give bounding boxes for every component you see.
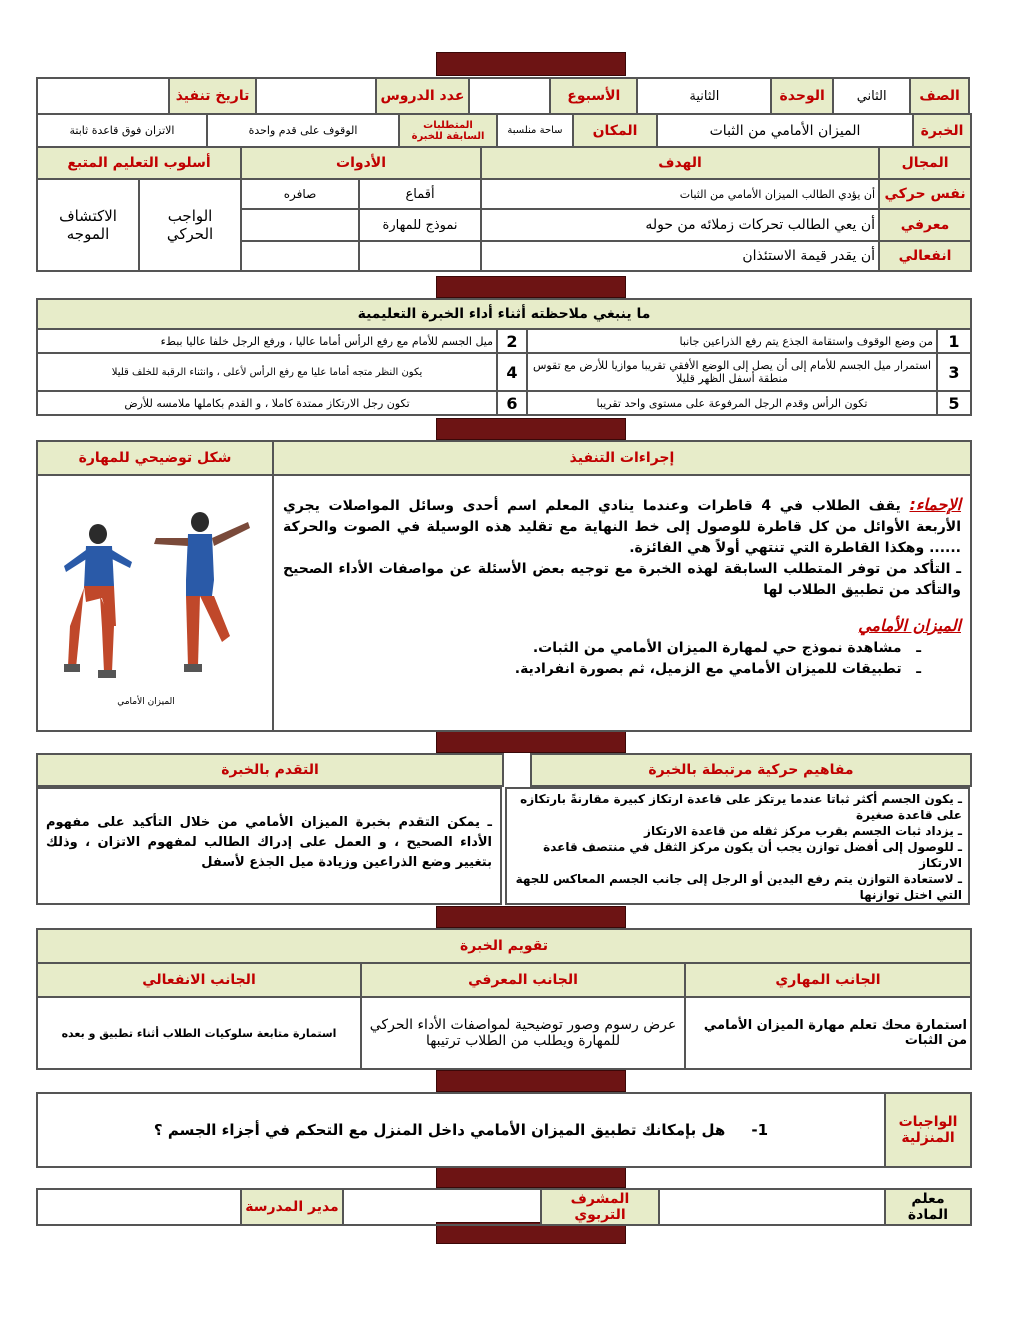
homework-label: الواجبات المنزلية — [885, 1093, 971, 1167]
figure-front-icon — [154, 512, 250, 672]
week-label: الأسبوع — [550, 78, 637, 114]
experience-table — [36, 113, 972, 148]
prereq-1: الوقوف على قدم واحدة — [207, 114, 399, 147]
unit-label: الوحدة — [771, 78, 833, 114]
obs-num: 4 — [497, 353, 527, 391]
skill-item: تطبيقات للميزان الأمامي مع الزميل، ثم بصورة انفرادية. — [514, 661, 902, 677]
grade-label: الصف — [910, 78, 969, 114]
obs-text: ميل الجسم للأمام مع رفع الرأس أماما عاليا ، ورفع الرجل خلفا عاليا ببطء — [37, 329, 497, 353]
domain-header: المجال — [879, 147, 971, 179]
eval-skill-text: استمارة محك تعلم مهارة الميزان الأمامي من الثبات — [685, 997, 971, 1069]
eval-affective-text: استمارة متابعة سلوكيات الطلاب أثناء تطبيق و بعده — [37, 997, 361, 1069]
eval-affective-label: الجانب الانفعالي — [37, 963, 361, 997]
prereq-label: المتطلبات السابقة للخبرة — [399, 114, 497, 147]
domain-psychomotor: نفس حركي — [879, 179, 971, 209]
warmup-text: يقف الطلاب في 4 قاطرات وعندما ينادي المعلم اسم أحدى وسائل المواصلات يجري الأربعة الأوائل من كل قاطرة للوصول إلى خط النهاية مع تقليد هذه الوسيلة في الصوت والحركة ...... وهكذا القاطرة التي تنتهي أولاً هي الفائزة. — [283, 498, 961, 556]
goal-cognitive: أن يعي الطالب تحركات زملائه من حوله — [481, 209, 879, 241]
tool-2-affective — [241, 241, 359, 271]
lessons-value[interactable] — [256, 78, 376, 114]
teacher-signature[interactable] — [659, 1189, 885, 1225]
tool-1-cognitive: نموذج للمهارة — [359, 209, 481, 241]
goal-psychomotor: أن يؤدي الطالب الميزان الأمامي من الثبات — [481, 179, 879, 209]
experience-label: الخبرة — [913, 114, 971, 147]
concepts-progress-table — [36, 753, 972, 787]
balance-figure-illustration — [40, 476, 268, 716]
eval-cognitive-label: الجانب المعرفي — [361, 963, 685, 997]
procedures-body: الإحماء: يقف الطلاب في 4 قاطرات وعندما ينادي المعلم اسم أحدى وسائل المواصلات يجري الأربعة الأوائل من كل قاطرة للوصول إلى خط النهاية مع تقليد هذه الوسيلة في الصوت والحركة ...... وهكذا القاطرة التي تنتهي أولاً هي الفائزة. ـ التأكد من توفر المتطلب السابقة لهذه الخبرة مع توجيه بعض الأسئلة عن مواصفات الأداء الصحيح والتأكد من تطبيق الطلاب لها الميزان الأمامي ـ مشاهدة نموذج حي لمهارة الميزان الأمامي من الثبات. ـ تطبيقات للميزان الأمامي مع الزميل، ثم بصورة انفرادية. — [273, 475, 971, 731]
evaluation-title: تقويم الخبرة — [37, 929, 971, 963]
progress-box — [36, 787, 502, 905]
unit-value: الثانية — [637, 78, 771, 114]
figure-caption: الميزان الأمامي — [117, 697, 175, 707]
procedures-title: إجراءات التنفيذ — [273, 441, 971, 475]
teacher-label: معلم المادة — [885, 1189, 971, 1225]
supervisor-label: المشرف التربوي — [541, 1189, 659, 1225]
tools-header: الأدوات — [241, 147, 481, 179]
grade-value: الثاني — [833, 78, 910, 114]
obs-text: تكون رجل الارتكاز ممتدة كاملا ، و القدم بكاملها ملامسه للأرض — [37, 391, 497, 415]
obs-text: استمرار ميل الجسم للأمام إلى أن يصل إلى الوضع الأفقي تقريبا موازيا للأرض مع تقوس منطقة أسفل الظهر قليلا — [527, 353, 937, 391]
concept-item: ـ يزداد ثبات الجسم بقرب مركز ثقله من قاعدة الارتكاز — [644, 824, 962, 838]
homework-cell — [37, 1093, 885, 1167]
tool-1-psychomotor: أقماع — [359, 179, 481, 209]
signatures-table — [36, 1188, 972, 1226]
progress-title: التقدم بالخبرة — [37, 754, 503, 786]
connector-bar — [436, 52, 626, 76]
homework-text: هل بإمكانك تطبيق الميزان الأمامي داخل المنزل مع التحكم في أجزاء الجسم ؟ — [153, 1121, 726, 1139]
obs-num: 6 — [497, 391, 527, 415]
illustration-title: شكل توضيحي للمهارة — [37, 441, 273, 475]
exec-date-label: تاريخ تنفيذ — [169, 78, 256, 114]
figure-side-icon — [64, 524, 132, 678]
observations-title: ما ينبغي ملاحظته أثناء أداء الخبرة التعليمية — [37, 299, 971, 329]
connector-bar — [436, 418, 626, 440]
tool-2-psychomotor: صافره — [241, 179, 359, 209]
method-1: الواجب الحركي — [139, 179, 241, 271]
header-table — [36, 77, 970, 115]
objectives-table — [36, 146, 972, 272]
connector-bar — [436, 731, 626, 753]
obs-text: من وضع الوقوف واستقامة الجذع يتم رفع الذراعين جانبا — [527, 329, 937, 353]
obs-num: 5 — [937, 391, 971, 415]
place-value: ساحة منلسبة — [497, 114, 573, 147]
goal-header: الهدف — [481, 147, 879, 179]
connector-bar — [436, 1070, 626, 1092]
concept-item: ـ يكون الجسم أكثر ثباتا عندما يرتكز على قاعدة ارتكاز كبيرة مقارنةً بارتكازه على قاعدة صغيرة — [520, 792, 962, 822]
exec-date-value[interactable] — [37, 78, 169, 114]
obs-num: 1 — [937, 329, 971, 353]
tool-2-cognitive — [241, 209, 359, 241]
eval-cognitive-text: عرض رسوم وصور توضيحية لمواصفات الأداء الحركي للمهارة ويطلب من الطلاب ترتيبها — [361, 997, 685, 1069]
supervisor-signature[interactable] — [343, 1189, 541, 1225]
principal-label: مدير المدرسة — [241, 1189, 343, 1225]
prereq-2: الاتزان فوق قاعدة ثابتة — [37, 114, 207, 147]
prereq-check: ـ التأكد من توفر المتطلب السابقة لهذه الخبرة مع توجيه بعض الأسئلة عن مواصفات الأداء الصحيح والتأكد من تطبيق الطلاب لها — [283, 561, 961, 598]
obs-num: 2 — [497, 329, 527, 353]
method-2: الاكتشاف الموجه — [37, 179, 139, 271]
eval-skill-label: الجانب المهاري — [685, 963, 971, 997]
skill-label: الميزان الأمامي — [858, 616, 961, 635]
place-label: المكان — [573, 114, 657, 147]
observations-table — [36, 298, 972, 416]
connector-bar — [436, 906, 626, 928]
procedures-table — [36, 440, 972, 732]
week-value[interactable] — [469, 78, 550, 114]
concepts-title: مفاهيم حركية مرتبطة بالخبرة — [531, 754, 971, 786]
obs-num: 3 — [937, 353, 971, 391]
progress-text: ـ يمكن التقدم بخبرة الميزان الأمامي من خلال التأكيد على مفهوم الأداء الصحيح ، و العمل على إدراك الطالب لمفهوم الاتزان ، وذلك بتغيير وضع الذراعين وزيادة ميل الجذع لأسفل — [46, 815, 492, 870]
skill-item: مشاهدة نموذج حي لمهارة الميزان الأمامي من الثبات. — [532, 640, 902, 656]
method-header: أسلوب التعليم المتبع — [37, 147, 241, 179]
homework-table — [36, 1092, 972, 1168]
domain-cognitive: معرفي — [879, 209, 971, 241]
concept-item: ـ للوصول إلى أفضل توازن يجب أن يكون مركز الثقل في منتصف قاعدة الارتكاز — [543, 840, 962, 870]
domain-affective: انفعالي — [879, 241, 971, 271]
concept-item: ـ لاستعادة التوازن يتم رفع اليدين أو الرجل إلى جانب الجسم المعاكس للجهة التي اختل توازنها — [515, 872, 962, 902]
tool-1-affective — [359, 241, 481, 271]
goal-affective: أن يقدر قيمة الاستئذان — [481, 241, 879, 271]
concepts-box — [505, 787, 970, 905]
evaluation-table — [36, 928, 972, 1070]
warmup-label: الإحماء: — [909, 495, 962, 514]
homework-num: 1- — [751, 1121, 769, 1139]
obs-text: يكون النظر متجه أماما عليا مع رفع الرأس لأعلى ، وانثناء الرقبة للخلف قليلا — [37, 353, 497, 391]
connector-bar — [436, 276, 626, 298]
principal-signature[interactable] — [37, 1189, 241, 1225]
illustration-cell — [37, 475, 273, 731]
experience-value: الميزان الأمامي من الثبات — [657, 114, 913, 147]
obs-text: تكون الرأس وقدم الرجل المرفوعة على مستوى واحد تقريبا — [527, 391, 937, 415]
lessons-label: عدد الدروس — [376, 78, 469, 114]
connector-bar — [436, 1166, 626, 1188]
